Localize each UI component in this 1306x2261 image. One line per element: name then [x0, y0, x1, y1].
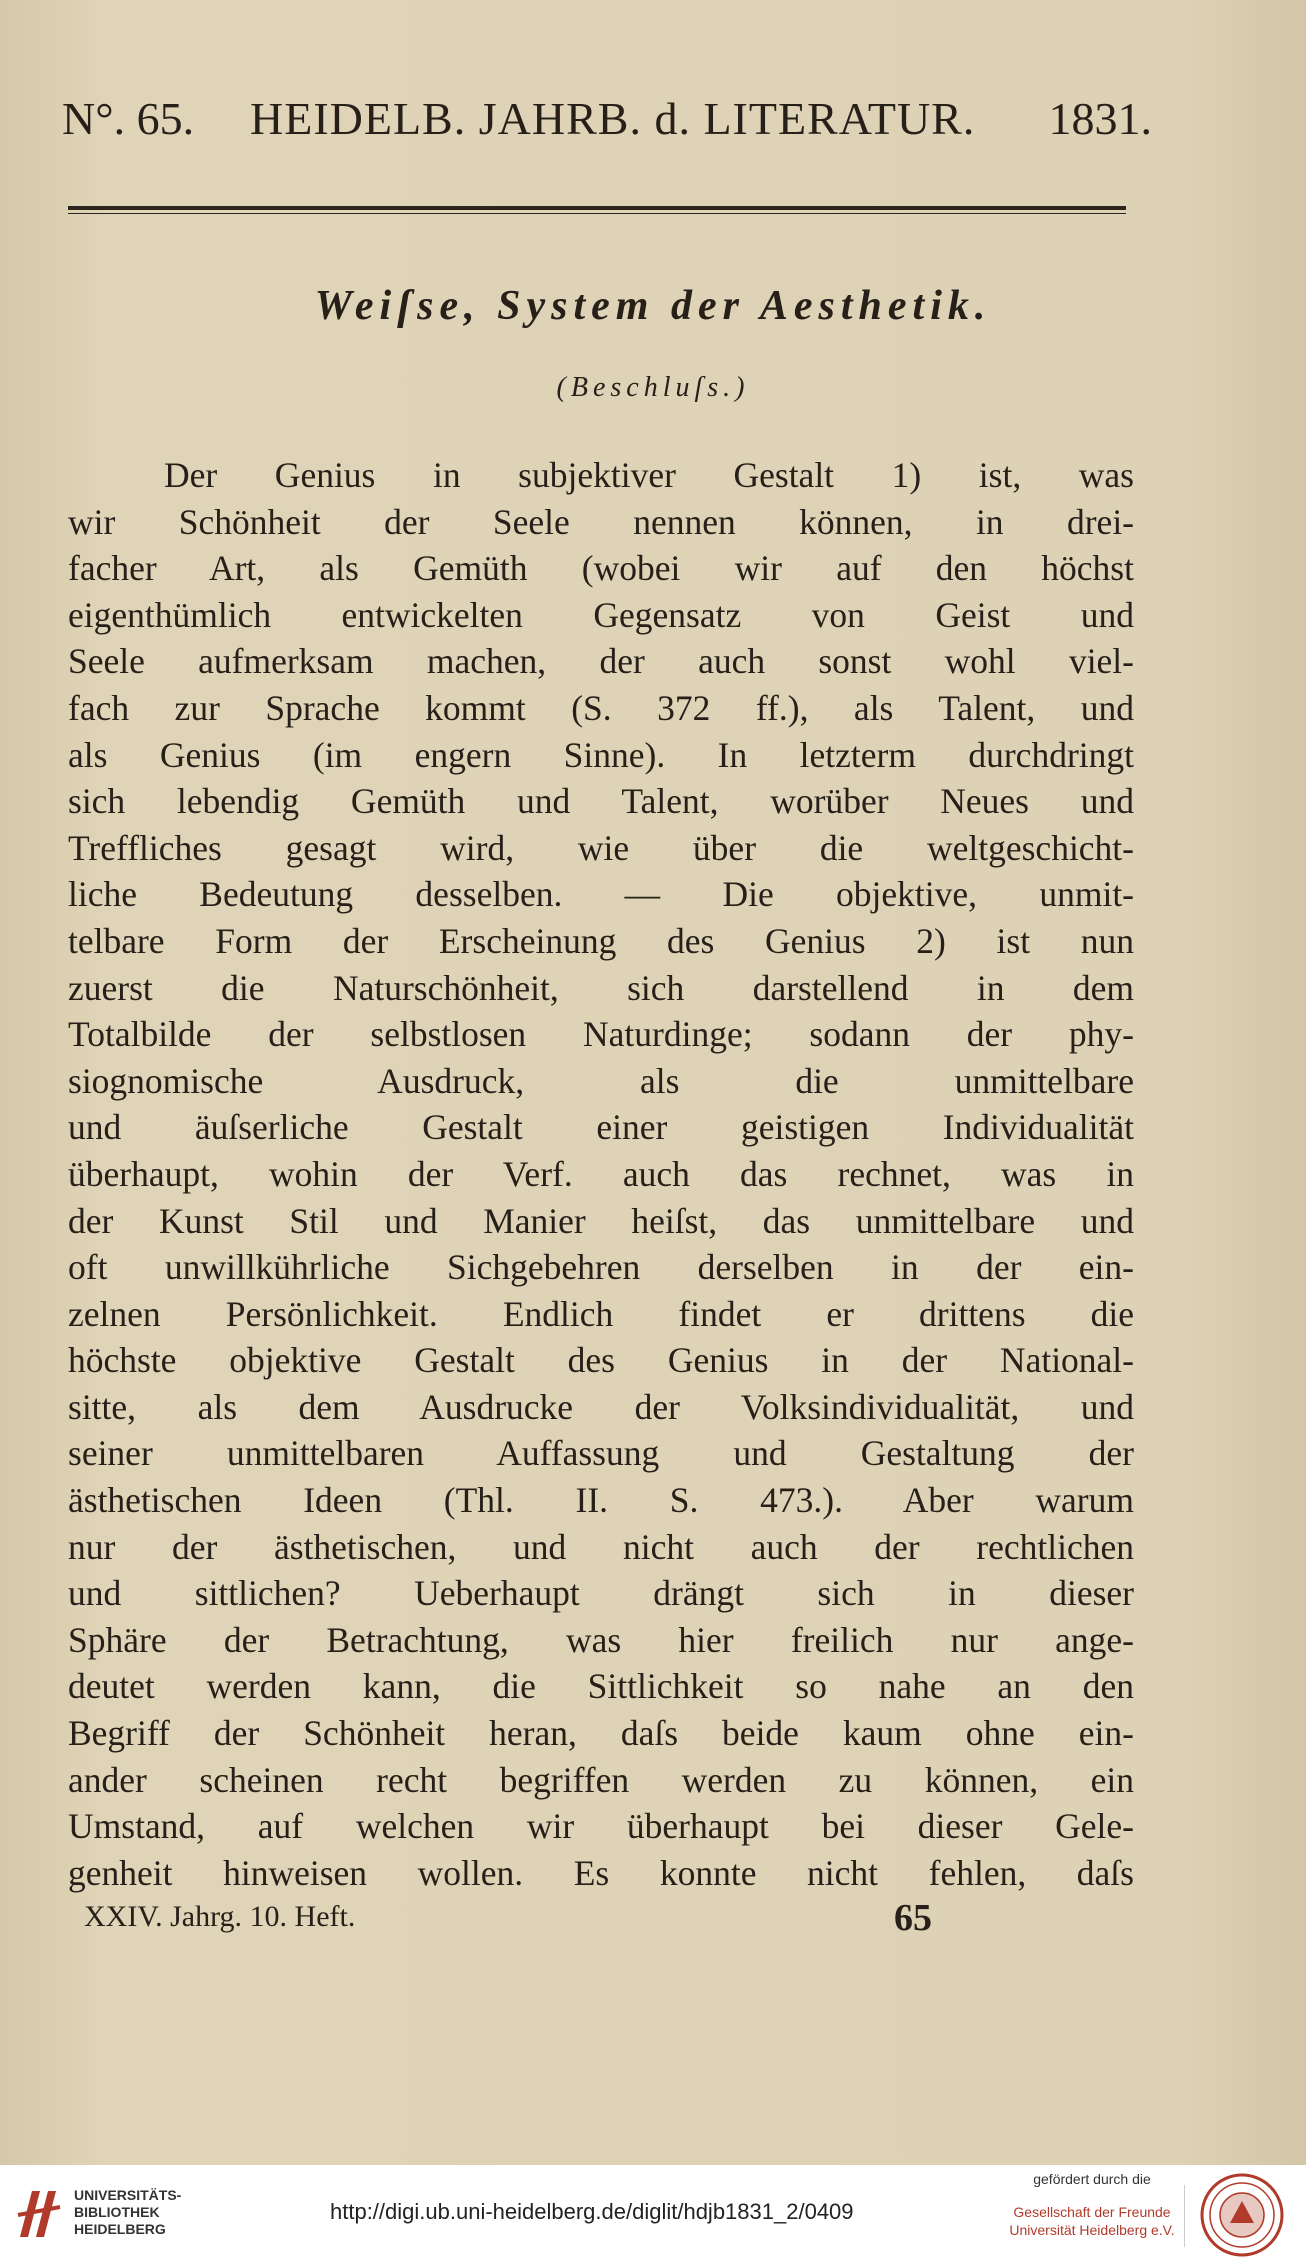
- article-subtitle: (Beschluſs.): [556, 372, 750, 403]
- text-line: sitte, als dem Ausdrucke der Volksindividualität, und: [68, 1386, 1134, 1427]
- text-line: überhaupt, wohin der Verf. auch das rechnet, was in: [68, 1153, 1134, 1194]
- text-line: und äuſserliche Gestalt einer geistigen Individualität: [68, 1107, 1134, 1148]
- issue-number: N°. 65.: [62, 93, 195, 144]
- text-line: seiner unmittelbaren Auffassung und Gestaltung der: [68, 1433, 1134, 1474]
- text-line: ander scheinen recht begriffen werden zu können, ein: [68, 1759, 1134, 1800]
- text-line: zuerst die Naturschönheit, sich darstellend in dem: [68, 967, 1134, 1008]
- text-line: Der Genius in subjektiver Gestalt 1) ist, was: [164, 455, 1134, 495]
- running-header: [62, 92, 1152, 142]
- university-seal-icon[interactable]: [1200, 2173, 1284, 2257]
- text-line: siognomische Ausdruck, als die unmittelbare: [68, 1060, 1134, 1101]
- library-logo-icon[interactable]: [14, 2185, 64, 2243]
- text-line: telbare Form der Erscheinung des Genius 2) ist nun: [68, 920, 1134, 961]
- journal-title: HEIDELB. JAHRB. d. LITERATUR.: [250, 93, 976, 144]
- text-line: Sphäre der Betrachtung, was hier freilich nur ange-: [68, 1619, 1134, 1660]
- text-line: facher Art, als Gemüth (wobei wir auf den höchst: [68, 548, 1134, 589]
- article-body: [68, 452, 1134, 1896]
- text-line: als Genius (im engern Sinne). In letzterm durchdringt: [68, 734, 1134, 775]
- text-line: eigenthümlich entwickelten Gegensatz von Geist und: [68, 594, 1134, 635]
- text-line: oft unwillkührliche Sichgebehren derselben in der ein-: [68, 1247, 1134, 1288]
- text-line: der Kunst Stil und Manier heiſst, das unmittelbare und: [68, 1200, 1134, 1241]
- header-rule-thin: [68, 213, 1126, 214]
- text-line: fach zur Sprache kommt (S. 372 ff.), als Talent, und: [68, 687, 1134, 728]
- text-line: genheit hinweisen wollen. Es konnte nicht fehlen, daſs: [68, 1852, 1134, 1893]
- signature-mark: XXIV. Jahrg. 10. Heft.: [84, 1900, 356, 1933]
- text-line: Umstand, auf welchen wir überhaupt bei dieser Gele-: [68, 1806, 1134, 1847]
- text-line: Treffliches gesagt wird, wie über die weltgeschicht-: [68, 827, 1134, 868]
- sponsor-name-line-1: Gesellschaft der Freunde: [1013, 2204, 1171, 2220]
- text-line: zelnen Persönlichkeit. Endlich findet er drittens die: [68, 1293, 1134, 1334]
- sponsor-block: [1002, 2171, 1182, 2239]
- library-name: UNIVERSITÄTS- BIBLIOTHEK HEIDELBERG: [74, 2187, 182, 2237]
- viewer-footer-bar: [0, 2165, 1306, 2261]
- page-number: 65: [894, 1897, 932, 1939]
- text-line: wir Schönheit der Seele nennen können, in drei-: [68, 501, 1134, 542]
- sponsor-name-line-2: Universität Heidelberg e.V.: [1009, 2222, 1175, 2238]
- permalink-url[interactable]: http://digi.ub.uni-heidelberg.de/diglit/hdjb1831_2/0409: [330, 2199, 854, 2224]
- page-footer: [84, 1897, 944, 1940]
- text-line: Totalbilde der selbstlosen Naturdinge; sodann der phy-: [68, 1014, 1134, 1055]
- text-line: sich lebendig Gemüth und Talent, worüber Neues und: [68, 781, 1134, 822]
- header-year: 1831.: [1048, 93, 1152, 144]
- header-rule-thick: [68, 206, 1126, 210]
- text-line: ästhetischen Ideen (Thl. II. S. 473.). Aber warum: [68, 1480, 1134, 1521]
- divider: [1184, 2185, 1185, 2247]
- article-title: Weiſse, System der Aesthetik.: [314, 283, 992, 329]
- text-line: höchste objektive Gestalt des Genius in der National-: [68, 1340, 1134, 1381]
- text-line: liche Bedeutung desselben. — Die objektive, unmit-: [68, 874, 1134, 915]
- text-line: nur der ästhetischen, und nicht auch der rechtlichen: [68, 1526, 1134, 1567]
- text-line: Begriff der Schönheit heran, daſs beide kaum ohne ein-: [68, 1713, 1134, 1754]
- text-line: Seele aufmerksam machen, der auch sonst wohl viel-: [68, 641, 1134, 682]
- sponsor-prefix: gefördert durch die: [1033, 2171, 1151, 2187]
- text-line: und sittlichen? Ueberhaupt drängt sich in dieser: [68, 1573, 1134, 1614]
- text-line: deutet werden kann, die Sittlichkeit so nahe an den: [68, 1666, 1134, 1707]
